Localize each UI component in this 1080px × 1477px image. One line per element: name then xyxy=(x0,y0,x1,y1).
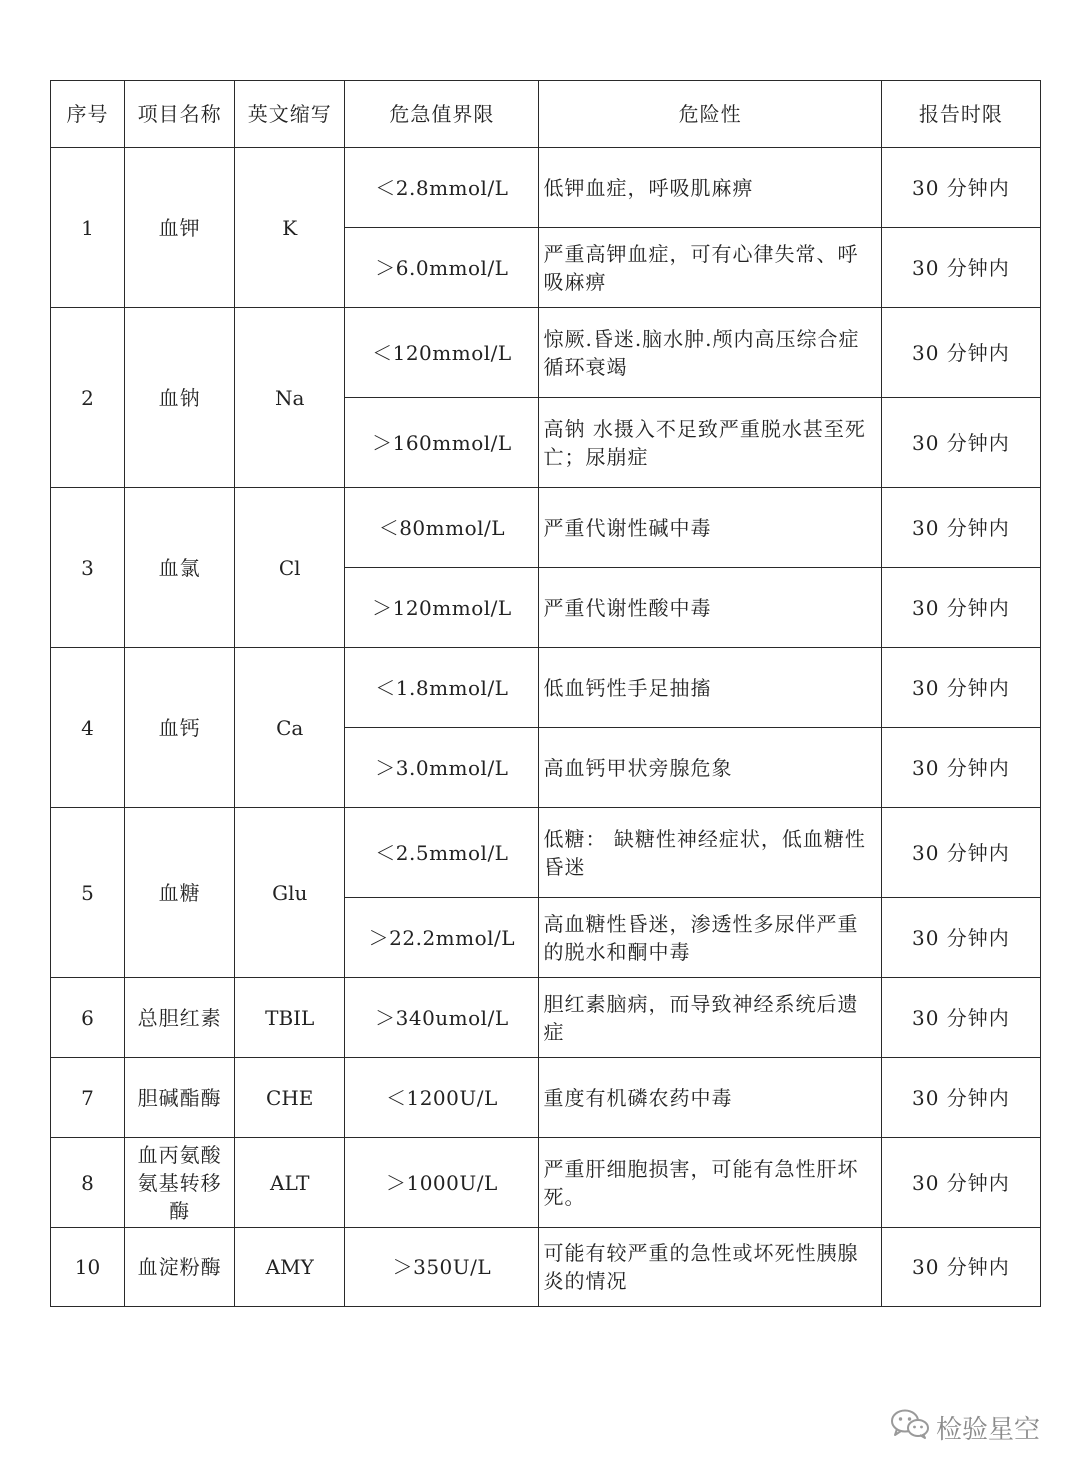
report-time-cell: 30 分钟内 xyxy=(881,808,1040,898)
risk-cell: 高钠 水摄入不足致严重脱水甚至死亡；尿崩症 xyxy=(539,398,881,488)
table-row xyxy=(51,488,1041,568)
item-name-cell: 血丙氨酸氨基转移酶 xyxy=(125,1138,235,1228)
header-abbr: 英文缩写 xyxy=(235,81,345,148)
abbr-cell: K xyxy=(235,148,345,308)
limit-value-cell: ＜80mmol/L xyxy=(345,488,539,568)
report-time-cell: 30 分钟内 xyxy=(881,1228,1040,1307)
seq-cell: 4 xyxy=(51,648,125,808)
limit-value-cell: ＞1000U/L xyxy=(345,1138,539,1228)
limit-value-cell: ＞22.2mmol/L xyxy=(345,898,539,978)
seq-cell: 1 xyxy=(51,148,125,308)
risk-cell: 惊厥.昏迷.脑水肿.颅内高压综合症循环衰竭 xyxy=(539,308,881,398)
risk-cell: 低血钙性手足抽搐 xyxy=(539,648,881,728)
risk-cell: 胆红素脑病，而导致神经系统后遗症 xyxy=(539,978,881,1058)
seq-cell: 3 xyxy=(51,488,125,648)
risk-cell: 严重肝细胞损害，可能有急性肝坏死。 xyxy=(539,1138,881,1228)
limit-value-cell: ＜120mmol/L xyxy=(345,308,539,398)
header-seq: 序号 xyxy=(51,81,125,148)
report-time-cell: 30 分钟内 xyxy=(881,648,1040,728)
limit-value-cell: ＞120mmol/L xyxy=(345,568,539,648)
limit-value-cell: ＞340umol/L xyxy=(345,978,539,1058)
seq-cell: 10 xyxy=(51,1228,125,1307)
item-name-cell: 血钙 xyxy=(125,648,235,808)
table-row xyxy=(51,308,1041,398)
seq-cell: 7 xyxy=(51,1058,125,1138)
report-time-cell: 30 分钟内 xyxy=(881,148,1040,228)
table-row xyxy=(51,978,1041,1058)
table-row xyxy=(51,648,1041,728)
seq-cell: 5 xyxy=(51,808,125,978)
risk-cell: 低糖： 缺糖性神经症状，低血糖性昏迷 xyxy=(539,808,881,898)
abbr-cell: Glu xyxy=(235,808,345,978)
table-row xyxy=(51,1138,1041,1228)
limit-value-cell: ＜2.5mmol/L xyxy=(345,808,539,898)
risk-cell: 低钾血症，呼吸肌麻痹 xyxy=(539,148,881,228)
report-time-cell: 30 分钟内 xyxy=(881,568,1040,648)
limit-value-cell: ＜1.8mmol/L xyxy=(345,648,539,728)
seq-cell: 8 xyxy=(51,1138,125,1228)
table-row xyxy=(51,1058,1041,1138)
seq-cell: 6 xyxy=(51,978,125,1058)
header-risk: 危险性 xyxy=(539,81,881,148)
item-name-cell: 血糖 xyxy=(125,808,235,978)
header-item-name: 项目名称 xyxy=(125,81,235,148)
table-header-row xyxy=(51,81,1041,148)
limit-value-cell: ＜2.8mmol/L xyxy=(345,148,539,228)
risk-cell: 可能有较严重的急性或坏死性胰腺炎的情况 xyxy=(539,1228,881,1307)
risk-cell: 重度有机磷农药中毒 xyxy=(539,1058,881,1138)
risk-cell: 高血钙甲状旁腺危象 xyxy=(539,728,881,808)
watermark-text: 检验星空 xyxy=(936,1415,1041,1445)
limit-value-cell: ＞160mmol/L xyxy=(345,398,539,488)
limit-value-cell: ＞350U/L xyxy=(345,1228,539,1307)
abbr-cell: Na xyxy=(235,308,345,488)
limit-value-cell: ＞6.0mmol/L xyxy=(345,228,539,308)
item-name-cell: 血氯 xyxy=(125,488,235,648)
watermark xyxy=(890,1408,1040,1447)
report-time-cell: 30 分钟内 xyxy=(881,898,1040,978)
item-name-cell: 血淀粉酶 xyxy=(125,1228,235,1307)
report-time-cell: 30 分钟内 xyxy=(881,1058,1040,1138)
report-time-cell: 30 分钟内 xyxy=(881,398,1040,488)
risk-cell: 严重代谢性碱中毒 xyxy=(539,488,881,568)
header-critical-limit: 危急值界限 xyxy=(345,81,539,148)
risk-cell: 严重代谢性酸中毒 xyxy=(539,568,881,648)
report-time-cell: 30 分钟内 xyxy=(881,308,1040,398)
abbr-cell: Cl xyxy=(235,488,345,648)
risk-cell: 高血糖性昏迷，渗透性多尿伴严重的脱水和酮中毒 xyxy=(539,898,881,978)
item-name-cell: 血钾 xyxy=(125,148,235,308)
limit-value-cell: ＞3.0mmol/L xyxy=(345,728,539,808)
report-time-cell: 30 分钟内 xyxy=(881,978,1040,1058)
abbr-cell: CHE xyxy=(235,1058,345,1138)
item-name-cell: 胆碱酯酶 xyxy=(125,1058,235,1138)
report-time-cell: 30 分钟内 xyxy=(881,228,1040,308)
limit-value-cell: ＜1200U/L xyxy=(345,1058,539,1138)
report-time-cell: 30 分钟内 xyxy=(881,1138,1040,1228)
table-row xyxy=(51,808,1041,898)
seq-cell: 2 xyxy=(51,308,125,488)
item-name-cell: 总胆红素 xyxy=(125,978,235,1058)
table-row xyxy=(51,1228,1041,1307)
report-time-cell: 30 分钟内 xyxy=(881,488,1040,568)
report-time-cell: 30 分钟内 xyxy=(881,728,1040,808)
table-row xyxy=(51,148,1041,228)
item-name-cell: 血钠 xyxy=(125,308,235,488)
header-report-time: 报告时限 xyxy=(881,81,1040,148)
abbr-cell: ALT xyxy=(235,1138,345,1228)
critical-values-table xyxy=(50,80,1041,1307)
abbr-cell: Ca xyxy=(235,648,345,808)
wechat-icon xyxy=(890,1408,936,1447)
risk-cell: 严重高钾血症，可有心律失常、呼吸麻痹 xyxy=(539,228,881,308)
abbr-cell: AMY xyxy=(235,1228,345,1307)
abbr-cell: TBIL xyxy=(235,978,345,1058)
